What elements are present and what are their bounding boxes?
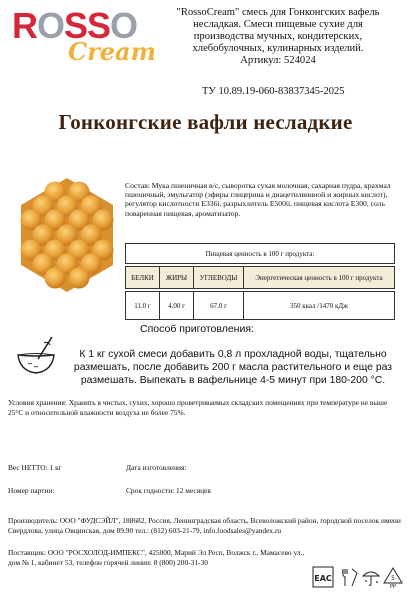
description-line: "RossoCream" смесь для Гонконгских вафель (176, 7, 380, 18)
header-protein: БЕЛКИ (126, 267, 160, 289)
product-description (152, 7, 404, 67)
article-number: Артикул: 524024 (240, 55, 316, 66)
logo-word-rosso: ROSSO (12, 5, 138, 46)
tu-standard: ТУ 10.89.19-060-83837345-2025 (202, 86, 345, 97)
description-line: производства мучных, кондитерских, (193, 31, 363, 42)
nutrition-caption: Пищевая ценность в 100 г продукта: (126, 244, 395, 264)
pp-number: 5 (391, 575, 395, 582)
eac-label: EAC (314, 574, 332, 583)
header-carbs: УГЛЕВОДЫ (194, 267, 244, 289)
manufacture-date: Дата изготовления: (126, 463, 187, 472)
batch-number: Номер партии: (8, 486, 55, 495)
waffle-bubble (69, 268, 90, 289)
brand-logo (12, 5, 156, 70)
supplier-info: Поставщик: ООО "РОСХОЛОД-ИМПЕКС", 425000, Марий Эл Респ, Волжск г., Мамасево ул., дом № 1, кабинет 53, телефон горячей линии: 8 (800) 200-31-30 (8, 548, 305, 567)
description-line: несладкая. Смеси пищевые сухие для (193, 19, 363, 30)
nutrition-table (125, 243, 395, 320)
description-line: хлебобулочных, кулинарных изделий. (192, 43, 364, 54)
storage-conditions: Условия хранения: Хранить в чистых, сухих, хорошо проветриваемых складских помещениях при температуре не выше 25°С и относительной влажности воздуха не более 75%. (8, 398, 388, 417)
method-text: К 1 кг сухой смеси добавить 0,8 л прохладной воды, тщательно размешать, после добавить 200 г масла растительного и еще раз размешать. Выпекать в вафельнице 4-5 минут при 180-200 °С. (73, 349, 393, 386)
header-fat: ЖИРЫ (160, 267, 194, 289)
value-energy: 350 ккал /1470 кДж (244, 292, 395, 320)
value-protein: 11.0 г (126, 292, 160, 320)
mixing-bowl-icon (14, 333, 58, 377)
eac-mark-icon (312, 566, 334, 588)
waffle-image (18, 176, 116, 294)
value-carbs: 67.0 г (194, 292, 244, 320)
pp-label: PP (389, 584, 397, 588)
keep-dry-icon (360, 566, 382, 588)
producer-info: Производитель: ООО "ФУДСЭЙЛ", 188682, Россия, Ленинградская область, Всеволожский район, городской поселок имени Свердлова, улица Овцинская, дом 89.90 тел.: (812) 603-21-79, info.foodsales@yandex.ru (8, 516, 401, 535)
recycle-pp-icon (382, 566, 404, 588)
header-energy: Энергетическая ценность в 100 г продукта (244, 267, 395, 289)
product-title: Гонконгские вафли несладкие (58, 110, 353, 134)
value-fat: 4.00 г (160, 292, 194, 320)
method-title: Способ приготовления: (140, 323, 254, 335)
net-weight: Вес НЕТТО: 1 кг (8, 463, 62, 472)
shelf-life: Срок годности: 12 месяцев (126, 486, 211, 495)
logo-word-cream: Cream (68, 37, 156, 66)
certification-marks (312, 566, 404, 590)
food-safe-icon (338, 566, 360, 588)
waffle-bubble (45, 268, 66, 289)
composition-text: Состав: Мука пшеничная в/с, сыворотка сухая молочная, сахарная пудра, крахмал пшеничный, эмульгатор (эфиры глицерина и диацетилвинной и жирных кислот), регулятор кислотности Е336i, разрыхлитель Е500ii, пищевая кислота Е300, соль поваренная пищевая, ароматизатор. (125, 181, 391, 218)
